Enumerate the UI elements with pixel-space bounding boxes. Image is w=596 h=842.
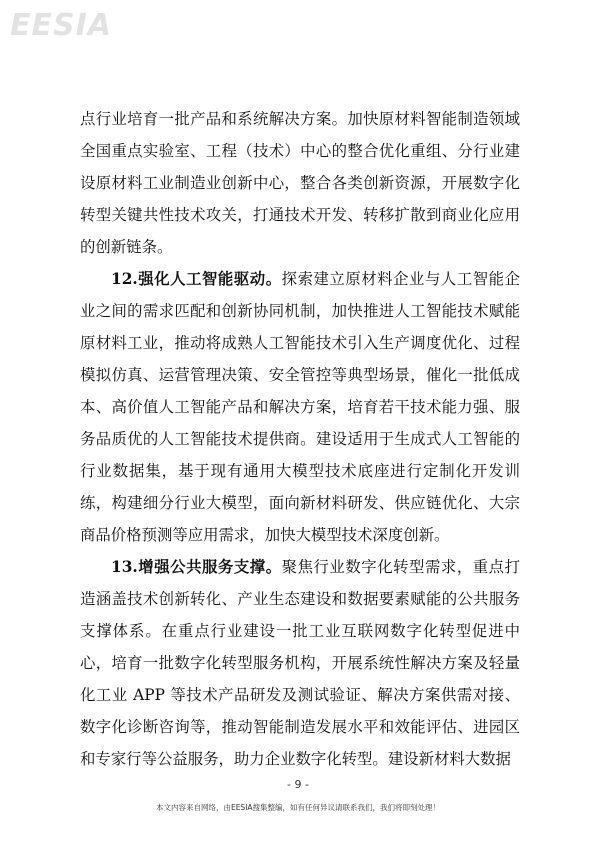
paragraph-ai-driving	[80, 263, 520, 551]
document-body	[80, 103, 520, 775]
footer-disclaimer: 本文内容来自网络，由EESIA搜集整编，如有任何异议请联系我们，我们将即刻处理！	[155, 803, 441, 812]
section-heading-13: 13.增强公共服务支撑。	[111, 558, 282, 576]
paragraph-body-13: 聚焦行业数字化转型需求，重点打造涵盖技术创新转化、产业生态建设和数据要素赋能的公共服务支撑体系。在重点行业建设一批工业互联网数字化转型促进中心，培育一批数字化转型服务机构，开展系统性解决方案及轻量化工业 APP 等技术产品研发及测试验证、解决方案供需对接、数字化诊断咨询等，推动智能制造发展水平和效能评估、进园区和专家行等公益服务，助力企业数字化转型。建设新材料大数据	[80, 558, 520, 768]
paragraph-continuation: 点行业培育一批产品和系统解决方案。加快原材料智能制造领域全国重点实验室、工程（技术）中心的整合优化重组、分行业建设原材料工业制造业创新中心，整合各类创新资源，开展数字化转型关键共性技术攻关，打通技术开发、转移扩散到商业化应用的创新链条。	[80, 110, 520, 256]
eesia-watermark-logo: EESIA	[10, 8, 112, 43]
paragraph-body-12: 探索建立原材料企业与人工智能企业之间的需求匹配和创新协同机制，加快推进人工智能技术赋能原材料工业，推动将成熟人工智能技术引入生产调度优化、过程模拟仿真、运营管理决策、安全管控等典型场景，催化一批低成本、高价值人工智能产品和解决方案，培育若干技术能力强、服务品质优的人工智能技术提供商。建设适用于生成式人工智能的行业数据集，基于现有通用大模型技术底座进行定制化开发训练，构建细分行业大模型，面向新材料研发、供应链优化、大宗商品价格预测等应用需求，加快大模型技术深度创新。	[80, 270, 520, 544]
section-heading-12: 12.强化人工智能驱动。	[111, 270, 282, 288]
page-number: - 9 -	[287, 778, 309, 791]
paragraph-public-service	[80, 551, 520, 775]
